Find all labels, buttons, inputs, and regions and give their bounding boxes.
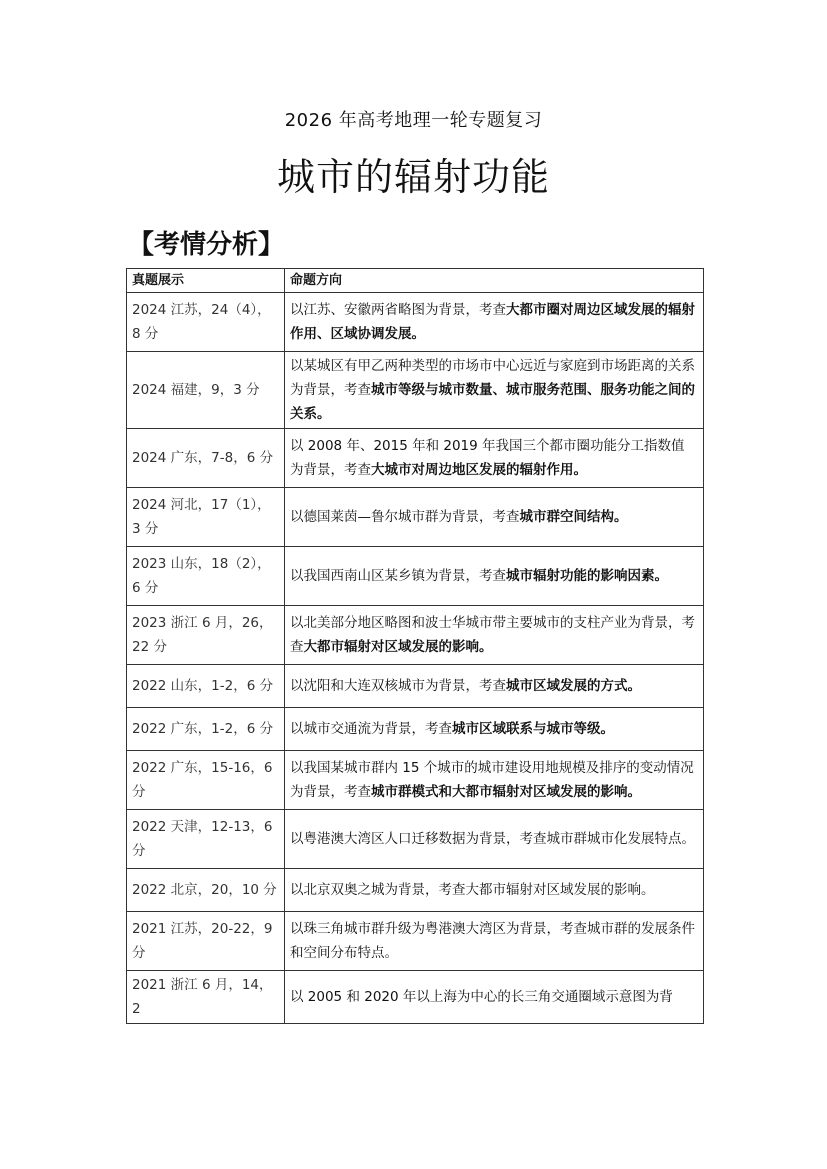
column-header-source: 真题展示 bbox=[127, 269, 285, 293]
table-row bbox=[127, 810, 704, 869]
table-row bbox=[127, 429, 704, 488]
row-direction: 以珠三角城市群升级为粤港澳大湾区为背景，考查城市群的发展条件和空间分布特点。 bbox=[285, 912, 704, 971]
document-subtitle: 2026 年高考地理一轮专题复习 bbox=[284, 110, 543, 131]
row-source: 2024 广东，7-8，6 分 bbox=[127, 429, 285, 488]
table-header-row bbox=[127, 269, 704, 293]
row-source: 2022 广东，15-16，6 分 bbox=[127, 751, 285, 810]
table-row bbox=[127, 708, 704, 751]
row-direction: 以城市交通流为背景，考查城市区域联系与城市等级。 bbox=[285, 708, 704, 751]
exam-analysis-table bbox=[126, 268, 704, 1024]
row-source: 2022 北京，20，10 分 bbox=[127, 869, 285, 912]
row-direction: 以我国西南山区某乡镇为背景，考查城市辐射功能的影响因素。 bbox=[285, 547, 704, 606]
row-source: 2022 山东，1-2，6 分 bbox=[127, 665, 285, 708]
row-direction: 以沈阳和大连双核城市为背景，考查城市区域发展的方式。 bbox=[285, 665, 704, 708]
table-row bbox=[127, 352, 704, 429]
column-header-direction: 命题方向 bbox=[285, 269, 704, 293]
row-source: 2024 河北，17（1），3 分 bbox=[127, 488, 285, 547]
table-row bbox=[127, 293, 704, 352]
row-direction: 以我国某城市群内 15 个城市的城市建设用地规模及排序的变动情况为背景，考查城市群模式和大都市辐射对区域发展的影响。 bbox=[285, 751, 704, 810]
document-title: 城市的辐射功能 bbox=[276, 155, 550, 199]
row-source: 2022 天津，12-13，6 分 bbox=[127, 810, 285, 869]
row-direction: 以北京双奥之城为背景，考查大都市辐射对区域发展的影响。 bbox=[285, 869, 704, 912]
row-direction: 以粤港澳大湾区人口迁移数据为背景，考查城市群城市化发展特点。 bbox=[285, 810, 704, 869]
row-source: 2024 江苏，24（4），8 分 bbox=[127, 293, 285, 352]
table-row bbox=[127, 488, 704, 547]
row-source: 2021 浙江 6 月，14，2 bbox=[127, 971, 285, 1024]
section-heading: 【考情分析】 bbox=[128, 230, 285, 260]
row-source: 2023 山东，18（2），6 分 bbox=[127, 547, 285, 606]
table-row bbox=[127, 751, 704, 810]
row-source: 2023 浙江 6 月，26，22 分 bbox=[127, 606, 285, 665]
row-direction: 以 2008 年、2015 年和 2019 年我国三个都市圈功能分工指数值为背景，考查大城市对周边地区发展的辐射作用。 bbox=[285, 429, 704, 488]
row-direction: 以某城区有甲乙两种类型的市场市中心远近与家庭到市场距离的关系为背景，考查城市等级与城市数量、城市服务范围、服务功能之间的关系。 bbox=[285, 352, 704, 429]
row-source: 2022 广东，1-2，6 分 bbox=[127, 708, 285, 751]
table-row bbox=[127, 971, 704, 1024]
row-source: 2024 福建，9，3 分 bbox=[127, 352, 285, 429]
row-source: 2021 江苏，20-22，9 分 bbox=[127, 912, 285, 971]
row-direction: 以 2005 和 2020 年以上海为中心的长三角交通圈域示意图为背 bbox=[285, 971, 704, 1024]
row-direction: 以江苏、安徽两省略图为背景，考查大都市圈对周边区域发展的辐射作用、区域协调发展。 bbox=[285, 293, 704, 352]
table-row bbox=[127, 547, 704, 606]
table-row bbox=[127, 869, 704, 912]
table-row bbox=[127, 606, 704, 665]
row-direction: 以北美部分地区略图和波士华城市带主要城市的支柱产业为背景，考查大都市辐射对区域发展的影响。 bbox=[285, 606, 704, 665]
table-row bbox=[127, 912, 704, 971]
table-row bbox=[127, 665, 704, 708]
row-direction: 以德国莱茵—鲁尔城市群为背景，考查城市群空间结构。 bbox=[285, 488, 704, 547]
